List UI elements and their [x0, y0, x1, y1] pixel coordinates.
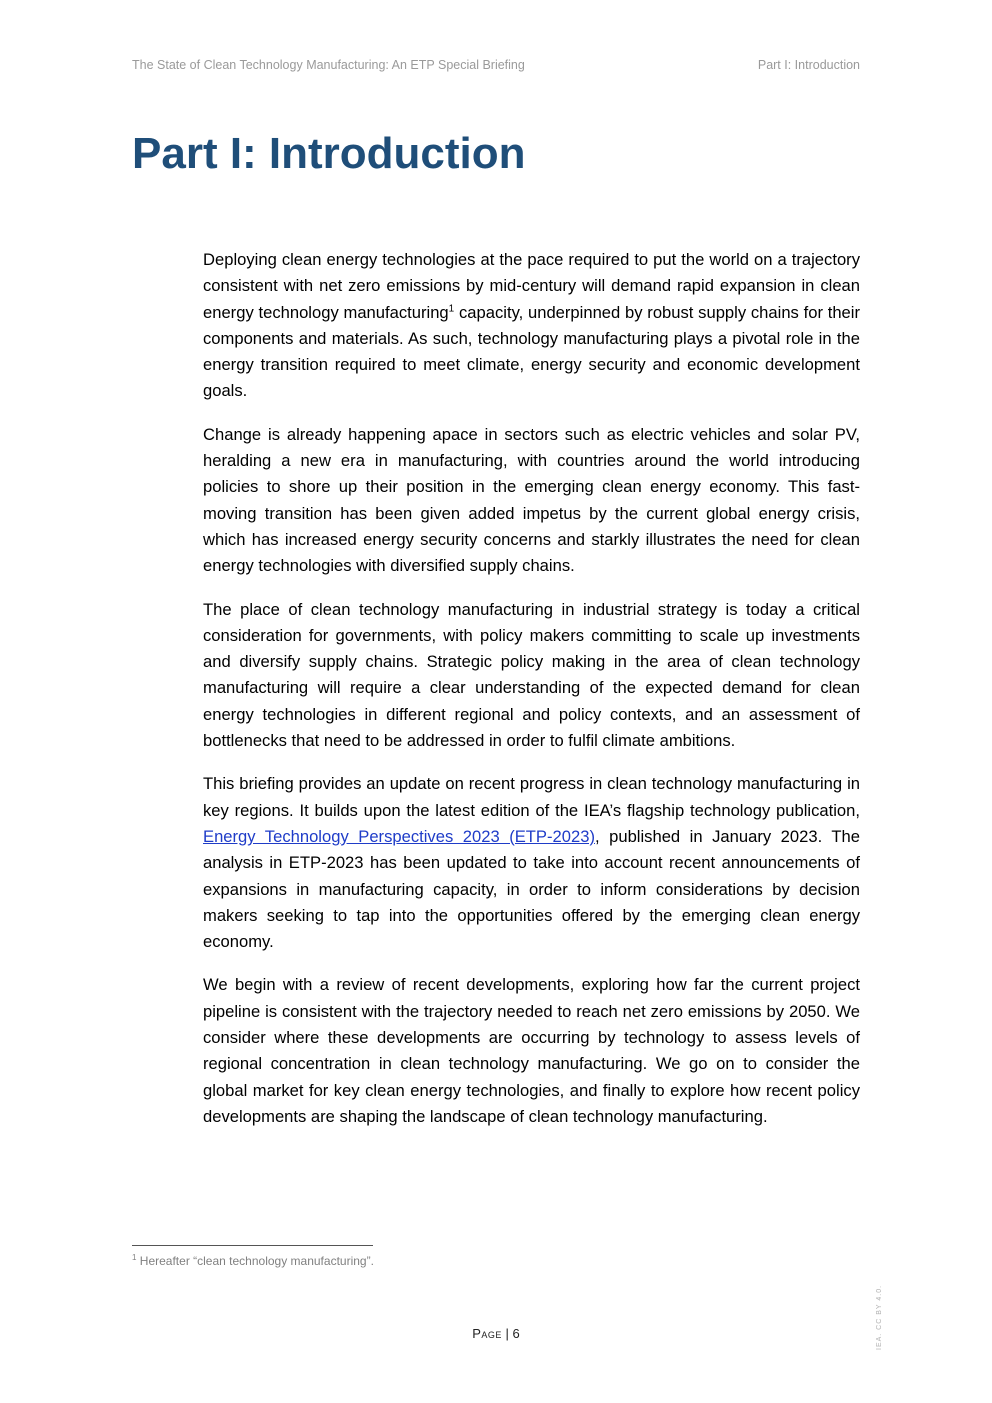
paragraph-2: Change is already happening apace in sectors such as electric vehicles and solar PV, heralding a new era in manufacturing, with countries around the world introducing policies to shore up their position in the emerging clean energy economy. This fast-moving transition has been given added impetus by the current global energy crisis, which has increased energy security concerns and starkly illustrates the need for clean energy technologies with diversified supply chains. [203, 424, 860, 576]
paragraph-1-text-a: Deploying clean energy technologies at the pace required to put the world on a trajectory consistent with net zero emissions by mid-century will demand rapid expansion in clean energy technology manufacturing [203, 250, 860, 322]
paragraph-3: The place of clean technology manufacturing in industrial strategy is today a critical consideration for governments, with policy makers committing to scale up investments and diversify supply chains. Strategic policy making in the area of clean technology manufacturing will require a clear understanding of the expected demand for clean energy technologies in different regional and policy contexts, and an assessment of bottlenecks that need to be addressed in order to fulfil climate ambitions. [203, 599, 860, 751]
footnote-marker: 1 [132, 1253, 137, 1262]
paragraph-5: We begin with a review of recent developments, exploring how far the current project pipeline is consistent with the trajectory needed to reach net zero emissions by 2050. We consider where these developments are occurring by technology to assess levels of regional concentration in clean technology manufacturing. We go on to consider the global market for key clean energy technologies, and finally to explore how recent policy developments are shaping the landscape of clean technology manufacturing. [203, 975, 860, 1126]
footnote-divider [132, 1245, 373, 1246]
footnote [132, 1253, 374, 1268]
paragraph-4 [203, 771, 860, 955]
header-document-title: The State of Clean Technology Manufacturing: An ETP Special Briefing [132, 58, 525, 72]
license-mark: IEA. CC BY 4.0. [876, 1284, 883, 1350]
page-separator: | [501, 1326, 513, 1341]
footnote-reference[interactable]: 1 [448, 303, 455, 315]
paragraph-4-text-b: , published in January 2023. The analysis in ETP-2023 has been updated to take into account recent announcements of expansions in manufacturing capacity, in order to inform considerations by decision makers seeking to tap into the opportunities offered by the emerging clean energy economy. [203, 826, 860, 952]
footnote-text: Hereafter “clean technology manufacturing”. [136, 1254, 374, 1268]
paragraph-1 [203, 247, 860, 405]
etp-2023-link[interactable]: Energy Technology Perspectives 2023 (ETP-2023) [203, 826, 595, 846]
page-title: Part I: Introduction [132, 129, 526, 178]
paragraph-1-text-b: capacity, underpinned by robust supply chains for their components and materials. As such, technology manufacturing plays a pivotal role in the energy transition required to meet climate, energy security and economic development goals. [203, 302, 860, 401]
page-label: Page [472, 1326, 502, 1341]
page-number-value: 6 [512, 1326, 520, 1341]
running-header [132, 58, 860, 76]
header-section-title: Part I: Introduction [757, 58, 860, 72]
paragraph-4-text-a: This briefing provides an update on recent progress in clean technology manufacturing in key regions. It builds upon the latest edition of the IEA’s flagship technology publication, [203, 774, 860, 820]
page-number [0, 1326, 992, 1341]
body-text [203, 247, 860, 1147]
